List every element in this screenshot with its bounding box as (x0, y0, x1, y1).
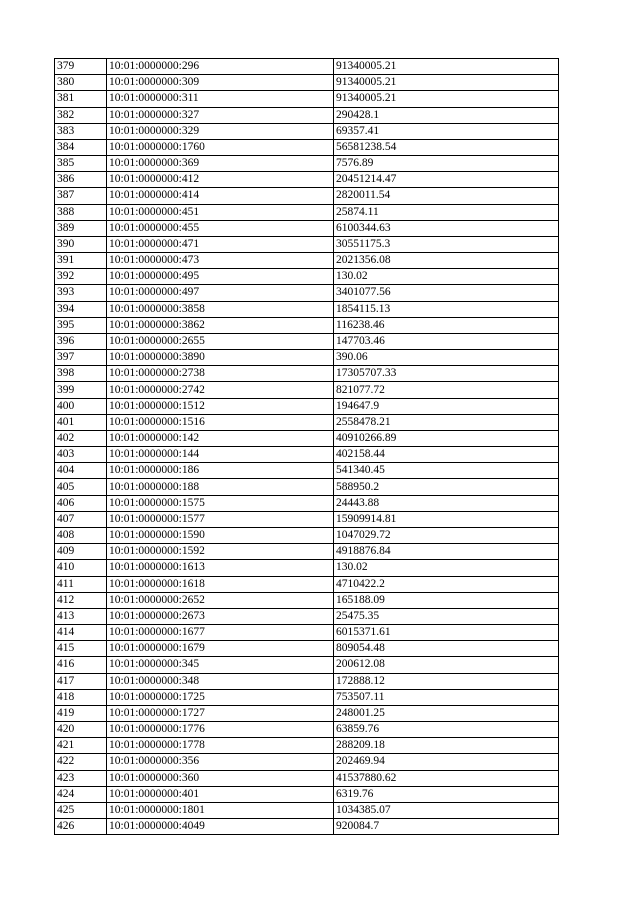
value-cell: 116238.46 (334, 317, 559, 333)
table-row (55, 220, 559, 236)
cadastral-number-cell: 10:01:0000000:2742 (107, 382, 334, 398)
table-row (55, 188, 559, 204)
row-number-cell: 417 (55, 673, 107, 689)
table-row (55, 107, 559, 123)
table-row (55, 641, 559, 657)
value-cell: 541340.45 (334, 463, 559, 479)
row-number-cell: 380 (55, 75, 107, 91)
table-row (55, 447, 559, 463)
row-number-cell: 415 (55, 641, 107, 657)
cadastral-number-cell: 10:01:0000000:329 (107, 123, 334, 139)
value-cell: 17305707.33 (334, 366, 559, 382)
cadastral-number-cell: 10:01:0000000:1590 (107, 527, 334, 543)
cadastral-number-cell: 10:01:0000000:2673 (107, 608, 334, 624)
cadastral-number-cell: 10:01:0000000:1760 (107, 139, 334, 155)
table-row (55, 301, 559, 317)
value-cell: 56581238.54 (334, 139, 559, 155)
value-cell: 91340005.21 (334, 75, 559, 91)
value-cell: 7576.89 (334, 156, 559, 172)
value-cell: 15909914.81 (334, 511, 559, 527)
cadastral-number-cell: 10:01:0000000:451 (107, 204, 334, 220)
cadastral-number-cell: 10:01:0000000:311 (107, 91, 334, 107)
cadastral-number-cell: 10:01:0000000:2655 (107, 333, 334, 349)
cadastral-number-cell: 10:01:0000000:144 (107, 447, 334, 463)
row-number-cell: 398 (55, 366, 107, 382)
row-number-cell: 391 (55, 253, 107, 269)
cadastral-number-cell: 10:01:0000000:296 (107, 59, 334, 75)
table-row (55, 786, 559, 802)
table-row (55, 333, 559, 349)
cadastral-number-cell: 10:01:0000000:3862 (107, 317, 334, 333)
row-number-cell: 379 (55, 59, 107, 75)
row-number-cell: 386 (55, 172, 107, 188)
value-cell: 1034385.07 (334, 802, 559, 818)
value-cell: 6015371.61 (334, 625, 559, 641)
table-row (55, 366, 559, 382)
cadastral-number-cell: 10:01:0000000:4049 (107, 819, 334, 835)
value-cell: 390.06 (334, 350, 559, 366)
value-cell: 753507.11 (334, 689, 559, 705)
row-number-cell: 382 (55, 107, 107, 123)
row-number-cell: 403 (55, 447, 107, 463)
cadastral-number-cell: 10:01:0000000:1679 (107, 641, 334, 657)
value-cell: 1854115.13 (334, 301, 559, 317)
table-row (55, 317, 559, 333)
value-cell: 25475.35 (334, 608, 559, 624)
cadastral-number-cell: 10:01:0000000:1575 (107, 495, 334, 511)
table-row (55, 172, 559, 188)
row-number-cell: 395 (55, 317, 107, 333)
table-row (55, 350, 559, 366)
cadastral-number-cell: 10:01:0000000:356 (107, 754, 334, 770)
table-row (55, 414, 559, 430)
table-row (55, 592, 559, 608)
row-number-cell: 388 (55, 204, 107, 220)
value-cell: 4918876.84 (334, 544, 559, 560)
cadastral-number-cell: 10:01:0000000:309 (107, 75, 334, 91)
table-row (55, 156, 559, 172)
row-number-cell: 383 (55, 123, 107, 139)
cadastral-number-cell: 10:01:0000000:3890 (107, 350, 334, 366)
cadastral-number-cell: 10:01:0000000:1618 (107, 576, 334, 592)
row-number-cell: 397 (55, 350, 107, 366)
table-row (55, 689, 559, 705)
row-number-cell: 416 (55, 657, 107, 673)
value-cell: 91340005.21 (334, 59, 559, 75)
cadastral-number-cell: 10:01:0000000:471 (107, 236, 334, 252)
cadastral-number-cell: 10:01:0000000:188 (107, 479, 334, 495)
cadastral-number-cell: 10:01:0000000:369 (107, 156, 334, 172)
value-cell: 6319.76 (334, 786, 559, 802)
value-cell: 290428.1 (334, 107, 559, 123)
row-number-cell: 384 (55, 139, 107, 155)
table-row (55, 608, 559, 624)
cadastral-number-cell: 10:01:0000000:186 (107, 463, 334, 479)
row-number-cell: 419 (55, 705, 107, 721)
value-cell: 821077.72 (334, 382, 559, 398)
cadastral-number-cell: 10:01:0000000:1778 (107, 738, 334, 754)
row-number-cell: 426 (55, 819, 107, 835)
table-row (55, 253, 559, 269)
row-number-cell: 394 (55, 301, 107, 317)
table-row (55, 139, 559, 155)
row-number-cell: 425 (55, 802, 107, 818)
row-number-cell: 390 (55, 236, 107, 252)
table-row (55, 382, 559, 398)
value-cell: 130.02 (334, 560, 559, 576)
table-row (55, 204, 559, 220)
row-number-cell: 399 (55, 382, 107, 398)
cadastral-number-cell: 10:01:0000000:1725 (107, 689, 334, 705)
cadastral-number-cell: 10:01:0000000:1592 (107, 544, 334, 560)
value-cell: 24443.88 (334, 495, 559, 511)
row-number-cell: 408 (55, 527, 107, 543)
value-cell: 25874.11 (334, 204, 559, 220)
value-cell: 165188.09 (334, 592, 559, 608)
row-number-cell: 392 (55, 269, 107, 285)
data-table (54, 58, 559, 835)
row-number-cell: 418 (55, 689, 107, 705)
table-body (55, 59, 559, 835)
table-row (55, 495, 559, 511)
table-row (55, 527, 559, 543)
table-row (55, 479, 559, 495)
cadastral-number-cell: 10:01:0000000:360 (107, 770, 334, 786)
table-row (55, 770, 559, 786)
table-row (55, 625, 559, 641)
table-row (55, 59, 559, 75)
table-row (55, 398, 559, 414)
cadastral-number-cell: 10:01:0000000:142 (107, 430, 334, 446)
table-row (55, 576, 559, 592)
cadastral-number-cell: 10:01:0000000:412 (107, 172, 334, 188)
value-cell: 809054.48 (334, 641, 559, 657)
value-cell: 147703.46 (334, 333, 559, 349)
table-row (55, 560, 559, 576)
row-number-cell: 412 (55, 592, 107, 608)
table-row (55, 75, 559, 91)
row-number-cell: 393 (55, 285, 107, 301)
value-cell: 130.02 (334, 269, 559, 285)
value-cell: 588950.2 (334, 479, 559, 495)
value-cell: 2021356.08 (334, 253, 559, 269)
table-row (55, 269, 559, 285)
value-cell: 172888.12 (334, 673, 559, 689)
table-row (55, 91, 559, 107)
row-number-cell: 381 (55, 91, 107, 107)
value-cell: 30551175.3 (334, 236, 559, 252)
row-number-cell: 406 (55, 495, 107, 511)
row-number-cell: 413 (55, 608, 107, 624)
cadastral-number-cell: 10:01:0000000:348 (107, 673, 334, 689)
cadastral-number-cell: 10:01:0000000:1516 (107, 414, 334, 430)
row-number-cell: 404 (55, 463, 107, 479)
table-row (55, 430, 559, 446)
table-row (55, 705, 559, 721)
value-cell: 920084.7 (334, 819, 559, 835)
row-number-cell: 423 (55, 770, 107, 786)
cadastral-number-cell: 10:01:0000000:1801 (107, 802, 334, 818)
value-cell: 91340005.21 (334, 91, 559, 107)
row-number-cell: 410 (55, 560, 107, 576)
row-number-cell: 421 (55, 738, 107, 754)
table-row (55, 285, 559, 301)
value-cell: 2820011.54 (334, 188, 559, 204)
cadastral-number-cell: 10:01:0000000:414 (107, 188, 334, 204)
table-row (55, 544, 559, 560)
table-row (55, 722, 559, 738)
cadastral-number-cell: 10:01:0000000:2652 (107, 592, 334, 608)
value-cell: 63859.76 (334, 722, 559, 738)
cadastral-number-cell: 10:01:0000000:401 (107, 786, 334, 802)
row-number-cell: 400 (55, 398, 107, 414)
row-number-cell: 409 (55, 544, 107, 560)
cadastral-number-cell: 10:01:0000000:497 (107, 285, 334, 301)
cadastral-number-cell: 10:01:0000000:1613 (107, 560, 334, 576)
value-cell: 40910266.89 (334, 430, 559, 446)
row-number-cell: 389 (55, 220, 107, 236)
value-cell: 402158.44 (334, 447, 559, 463)
cadastral-number-cell: 10:01:0000000:1512 (107, 398, 334, 414)
row-number-cell: 401 (55, 414, 107, 430)
cadastral-number-cell: 10:01:0000000:473 (107, 253, 334, 269)
cadastral-number-cell: 10:01:0000000:3858 (107, 301, 334, 317)
row-number-cell: 420 (55, 722, 107, 738)
table-row (55, 754, 559, 770)
row-number-cell: 402 (55, 430, 107, 446)
cadastral-number-cell: 10:01:0000000:1677 (107, 625, 334, 641)
row-number-cell: 422 (55, 754, 107, 770)
cadastral-number-cell: 10:01:0000000:495 (107, 269, 334, 285)
cadastral-number-cell: 10:01:0000000:2738 (107, 366, 334, 382)
cadastral-number-cell: 10:01:0000000:1776 (107, 722, 334, 738)
cadastral-number-cell: 10:01:0000000:1577 (107, 511, 334, 527)
value-cell: 194647.9 (334, 398, 559, 414)
table-row (55, 738, 559, 754)
cadastral-number-cell: 10:01:0000000:345 (107, 657, 334, 673)
value-cell: 200612.08 (334, 657, 559, 673)
table-row (55, 819, 559, 835)
cadastral-number-cell: 10:01:0000000:455 (107, 220, 334, 236)
value-cell: 2558478.21 (334, 414, 559, 430)
cadastral-number-cell: 10:01:0000000:327 (107, 107, 334, 123)
value-cell: 69357.41 (334, 123, 559, 139)
value-cell: 288209.18 (334, 738, 559, 754)
table-row (55, 123, 559, 139)
table-row (55, 511, 559, 527)
value-cell: 20451214.47 (334, 172, 559, 188)
value-cell: 41537880.62 (334, 770, 559, 786)
value-cell: 202469.94 (334, 754, 559, 770)
value-cell: 6100344.63 (334, 220, 559, 236)
value-cell: 3401077.56 (334, 285, 559, 301)
table-row (55, 236, 559, 252)
row-number-cell: 407 (55, 511, 107, 527)
table-row (55, 463, 559, 479)
row-number-cell: 385 (55, 156, 107, 172)
row-number-cell: 414 (55, 625, 107, 641)
row-number-cell: 424 (55, 786, 107, 802)
row-number-cell: 405 (55, 479, 107, 495)
row-number-cell: 396 (55, 333, 107, 349)
table-row (55, 673, 559, 689)
cadastral-number-cell: 10:01:0000000:1727 (107, 705, 334, 721)
value-cell: 1047029.72 (334, 527, 559, 543)
value-cell: 4710422.2 (334, 576, 559, 592)
row-number-cell: 387 (55, 188, 107, 204)
row-number-cell: 411 (55, 576, 107, 592)
table-row (55, 657, 559, 673)
value-cell: 248001.25 (334, 705, 559, 721)
table-row (55, 802, 559, 818)
